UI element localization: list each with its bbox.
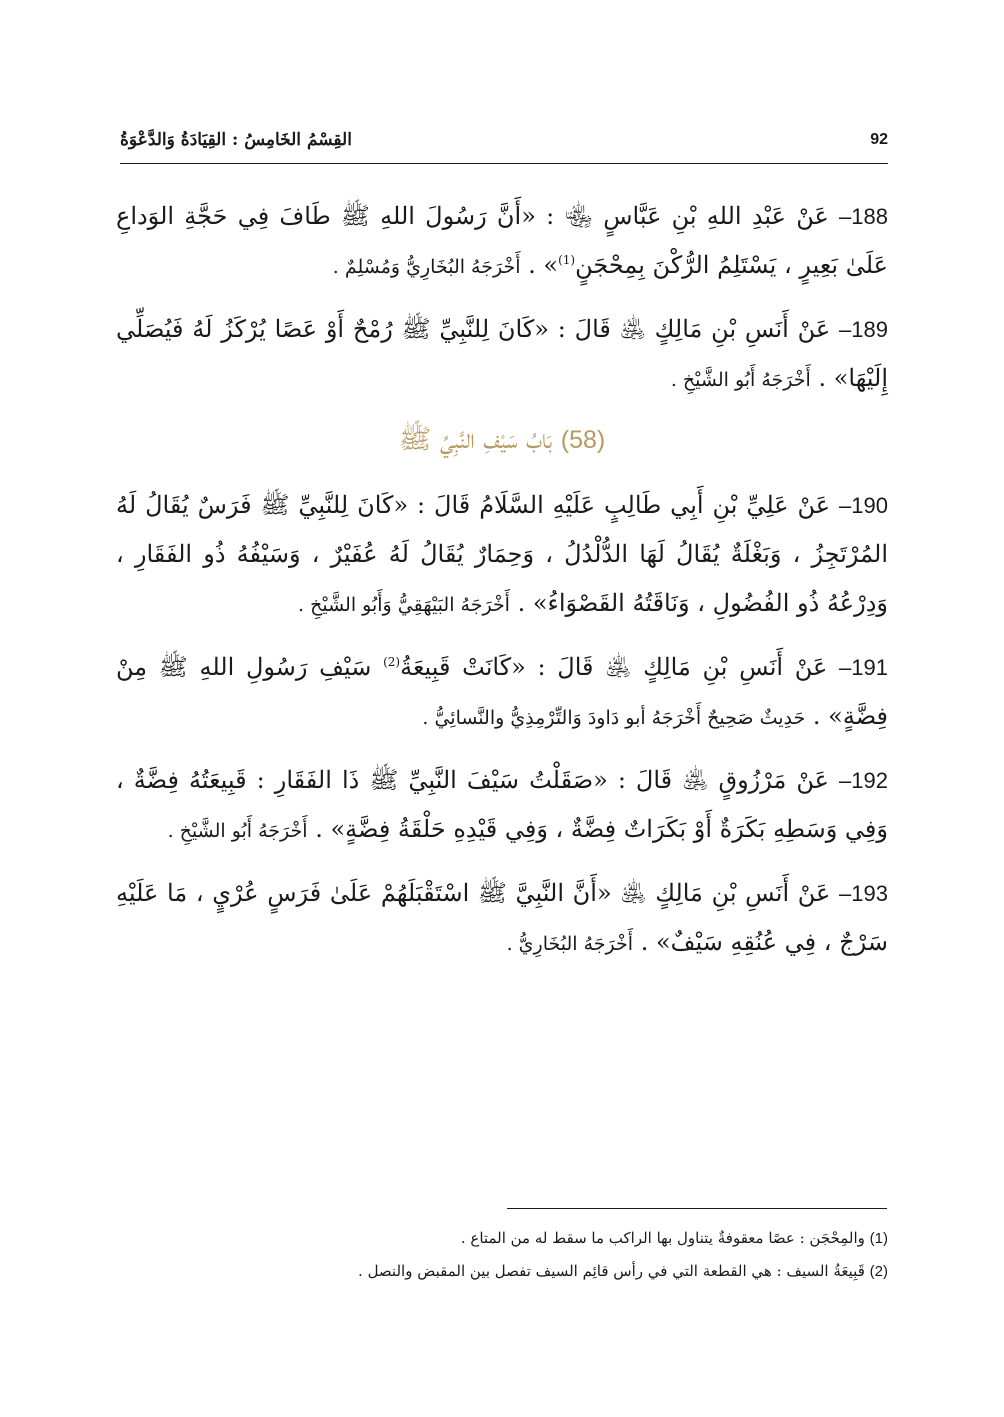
hadith-text: عَنْ مَرْزُوقٍ ﵁ قَالَ : «صَقَلْتُ سَيْفَ النَّبِيِّ ﷺ ذَا الفَقَارِ : قَبِيعَتُهُ فِضَّةٌ ، وَفِي وَسَطِهِ بَكَرَةٌ أَوْ بَكَرَاتٌ فِضَّةٌ ، وَفِي قَيْدِهِ حَلْقَةُ فِضَّةٍ» .	[116, 766, 888, 843]
page-number: 92	[870, 131, 888, 148]
hadith-191	[116, 643, 888, 743]
footnote-1	[200, 1222, 888, 1255]
header-rule	[120, 163, 888, 164]
chapter-number: (58)	[560, 426, 606, 454]
chapter-title: بَابُ سَيْفِ النَّبِيِّ ﷺ	[398, 424, 553, 455]
hadith-text: عَنْ أَنَسِ بْنِ مَالِكٍ ﵁ قَالَ : «كَانَ لِلنَّبِيِّ ﷺ رُمْحٌ أَوْ عَصًا يُرْكَزُ لَهُ فَيُصَلِّي إِلَيْهَا» .	[116, 315, 888, 392]
hadith-text: عَنْ عَبْدِ اللهِ بْنِ عَبَّاسٍ ﵄ : «أَنَّ رَسُولَ اللهِ ﷺ طَافَ فِي حَجَّةِ الوَداعِ عَلَىٰ بَعِيرٍ ، يَسْتَلِمُ الرُّكْنَ بِمِحْجَنٍ	[116, 202, 888, 279]
hadith-number: 190–	[839, 493, 888, 518]
hadith-text: عَنْ عَلِيِّ بْنِ أَبِي طَالِبٍ عَلَيْهِ السَّلَامُ قَالَ : «كَانَ لِلنَّبِيِّ ﷺ فَرَسٌ يُقَالُ لَهُ المُرْتَجِزُ ، وَبَغْلَةٌ يُقَالُ لَهَا الدُّلْدُلُ ، وَحِمَارٌ يُقَالُ لَهُ عُفَيْرٌ ، وَسَيْفُهُ ذُو الفَقَارِ ، وَدِرْعُهُ ذُو الفُضُولِ ، وَنَاقَتُهُ القَصْوَاءُ» .	[116, 491, 889, 617]
hadith-number: 188–	[839, 204, 888, 229]
footnote-number: (2)	[869, 1263, 888, 1280]
hadith-189	[116, 305, 888, 405]
hadith-number: 192–	[839, 768, 888, 793]
footnote-ref[interactable]: (2)	[383, 655, 401, 669]
hadith-192	[116, 756, 888, 856]
section-title: القِسْمُ الخَامِسُ : القِيَادَةُ وَالدَّعْوَةُ	[120, 130, 352, 150]
footnote-2	[200, 1255, 888, 1288]
footnote-text: والمِحْجَن : عصًا معقوفةٌ يتناول بها الراكب ما سقط له من المتاع .	[460, 1229, 865, 1247]
hadith-source: أَخْرَجَهُ البُخَارِيُّ .	[506, 933, 634, 955]
footnotes	[200, 1222, 888, 1288]
hadith-text-cont: سَيْفِ رَسُولِ اللهِ ﷺ مِنْ فِضَّةٍ» .	[116, 653, 888, 730]
hadith-source: أَخْرَجَهُ أَبُو الشَّيْخِ .	[670, 369, 811, 391]
hadith-source: أَخْرَجَهُ البَيْهَقِيُّ وَأَبُو الشَّيْخِ .	[298, 594, 510, 616]
hadith-number: 191–	[839, 655, 888, 680]
hadith-source: أَخْرَجَهُ البُخَارِيُّ وَمُسْلِمٌ .	[332, 256, 521, 278]
hadith-190	[116, 481, 888, 630]
page-body	[116, 192, 888, 982]
hadith-text: عَنْ أَنَسِ بْنِ مَالِكٍ ﵁ قَالَ : «كَانَتْ قَبِيعَةُ	[400, 653, 828, 681]
hadith-source: أَخْرَجَهُ أَبُو الشَّيْخِ .	[167, 820, 308, 842]
hadith-text: عَنْ أَنَسِ بْنِ مَالِكٍ ﵁ «أَنَّ النَّبِيَّ ﷺ اسْتَقْبَلَهُمْ عَلَىٰ فَرَسٍ عُرْيٍ ، مَا عَلَيْهِ سَرْجٌ ، فِي عُنُقِهِ سَيْفٌ» .	[116, 879, 888, 956]
hadith-number: 189–	[839, 317, 888, 342]
hadith-188	[116, 192, 888, 292]
hadith-source: حَدِيثٌ صَحِيحٌ أَخْرَجَهُ أبو دَاودَ وَالتِّرْمِذِيُّ والنَّسائِيُّ .	[422, 707, 806, 729]
hadith-193	[116, 869, 888, 969]
chapter-heading	[116, 418, 888, 462]
footnote-ref[interactable]: (1)	[558, 253, 576, 267]
running-head	[120, 120, 888, 160]
hadith-number: 193–	[839, 881, 888, 906]
footnote-number: (1)	[869, 1230, 888, 1247]
footnote-text: قَبِيعَةُ السيف : هي القطعة التي في رأس قائِم السيف تفصل بين المقبض والنصل .	[358, 1262, 865, 1280]
footnote-rule	[507, 1208, 887, 1209]
hadith-text-cont: » .	[528, 251, 559, 279]
